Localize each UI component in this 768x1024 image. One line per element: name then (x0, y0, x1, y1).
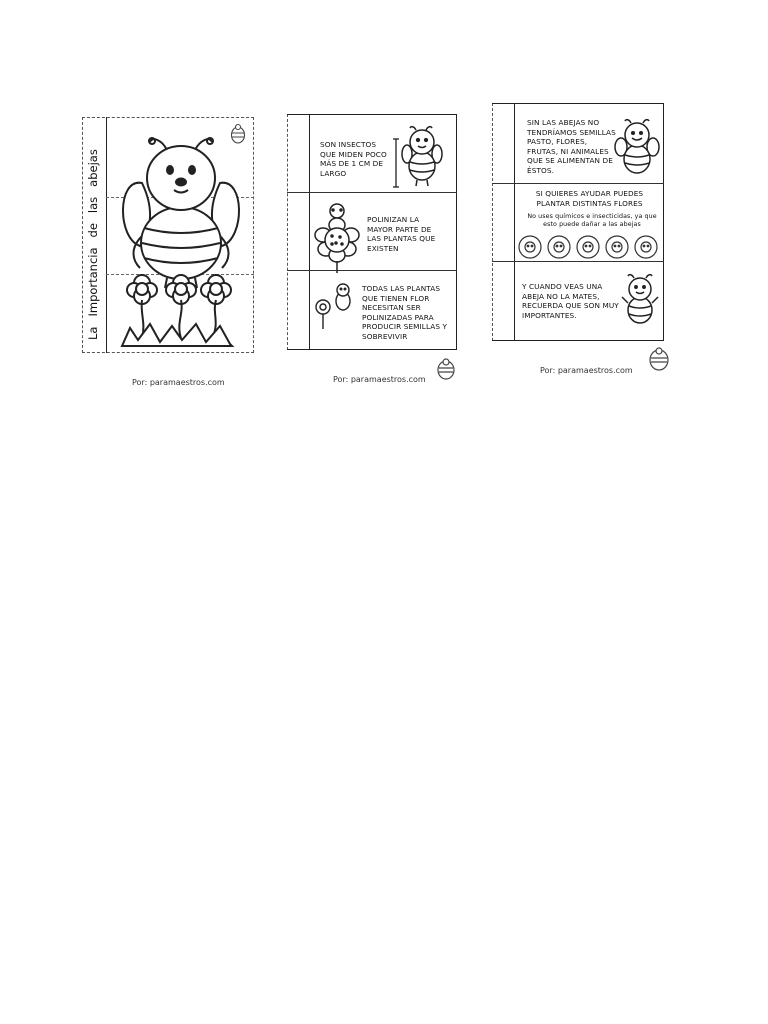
bee-waving-icon (620, 273, 660, 329)
paramaestros-logo-3 (648, 347, 670, 371)
panel-3-footer: Por: paramaestros.com (540, 366, 633, 375)
panel-2-footer: Por: paramaestros.com (333, 375, 426, 384)
panel-2-text-2: POLINIZAN LA MAYOR PARTE DE LAS PLANTAS QUE EXISTEN (367, 215, 436, 253)
flower-row-icons (518, 234, 658, 260)
paramaestros-logo-1 (230, 124, 246, 144)
panel-3-text-2-body: No uses químicos e insecticidas, ya que esto puede dañar a las abejas (527, 213, 657, 228)
big-bee-illustration (112, 128, 252, 353)
panel-2-text-1: SON INSECTOS QUE MIDEN POCO MÁS DE 1 CM DE LARGO (320, 140, 387, 178)
bee-on-flower-icon (313, 283, 358, 329)
paramaestros-logo (436, 358, 456, 380)
panel-2-text-3: TODAS LAS PLANTAS QUE TIENEN FLOR NECESITAN SER POLINIZADAS PARA PRODUCIR SEMILLAS Y SOBREVIVIR (362, 284, 448, 341)
panel-3-text-1: SIN LAS ABEJAS NO TENDRÍAMOS SEMILLAS PASTO, FLORES, FRUTAS, NI ANIMALES QUE SE ALIMENTAN DE ÉSTOS. (527, 118, 616, 175)
bee-happy-icon (615, 117, 660, 179)
panel-3-text-3: Y CUANDO VEAS UNA ABEJA NO LA MATES, RECUERDA QUE SON MUY IMPORTANTES. (522, 282, 619, 320)
panel-3-text-2-head: SI QUIERES AYUDAR PUEDES PLANTAR DISTINTAS FLORES (535, 189, 644, 208)
panel-1-footer: Por: paramaestros.com (132, 378, 225, 387)
ruler-line (393, 137, 399, 189)
bee-standing-icon (402, 124, 442, 188)
panel-1-title: LaImportanciadelasabejas (86, 149, 100, 340)
flower-smiling-icon (310, 203, 365, 273)
